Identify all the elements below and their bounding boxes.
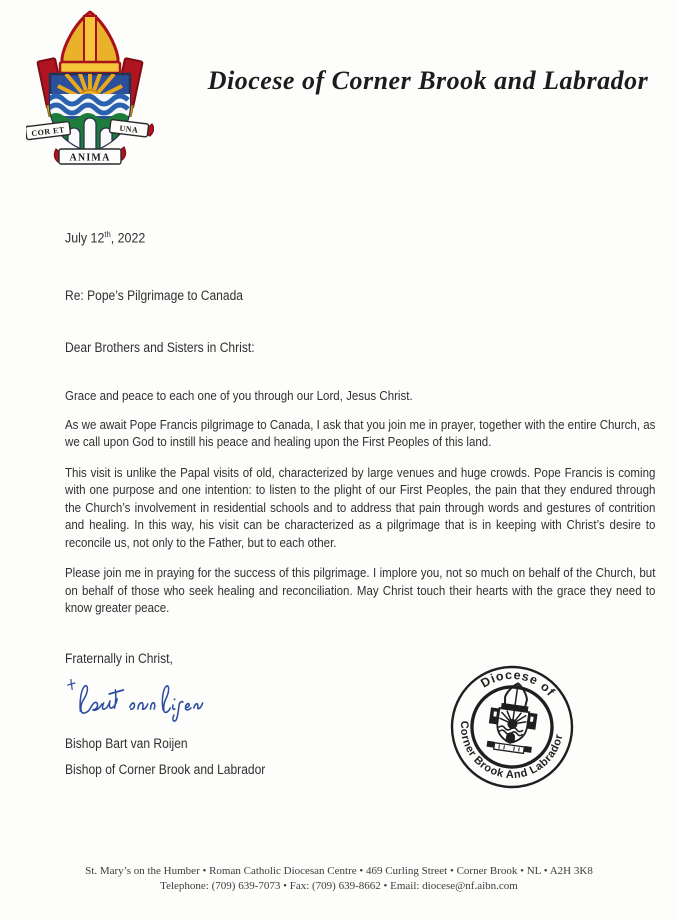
signature-handwriting (61, 669, 223, 725)
paragraph: As we await Pope Francis pilgrimage to Canada, I ask that you join me in prayer, together with the entire Church, as we call upon God to instill his peace and healing upon the First Peoples of this land. (65, 416, 656, 450)
date-line (65, 226, 655, 247)
diocese-seal-stamp (437, 651, 587, 803)
date-suffix: , 2022 (110, 230, 146, 246)
footer-address-line: St. Mary’s on the Humber • Roman Catholic Diocesan Centre • 469 Curling Street • Corner Brook • NL • A2H 3K8 (85, 865, 593, 877)
signer-title: Bishop of Corner Brook and Labrador (65, 761, 266, 777)
diocese-crest-logo (26, 8, 154, 168)
closing-line: Fraternally in Christ, (65, 650, 173, 666)
signer-name: Bishop Bart van Roijen (65, 736, 188, 752)
footer-contact-line: Telephone: (709) 639-7073 • Fax: (709) 639-8662 • Email: diocese@nf.aibn.com (160, 879, 518, 892)
svg-text:COR ET: COR ET (30, 125, 66, 139)
seal-arc-bottom-text: Corner Brook And Labrador (457, 720, 566, 782)
salutation: Dear Brothers and Sisters in Christ: (65, 339, 255, 355)
svg-text:ANIMA: ANIMA (69, 152, 111, 164)
letterhead-title: Diocese of Corner Brook and Labrador (207, 66, 649, 95)
paragraph: Grace and peace to each one of you through our Lord, Jesus Christ. (65, 388, 413, 404)
letterhead-footer (0, 864, 678, 893)
crest-shield (48, 64, 130, 154)
svg-text:UNA: UNA (119, 123, 139, 135)
seal-arc-top-text: Diocese of (478, 667, 559, 700)
subject-line: Re: Pope’s Pilgrimage to Canada (65, 288, 243, 304)
motto-scroll-bottom (59, 149, 121, 164)
date-ordinal: th (104, 229, 111, 239)
crest-mitre (60, 12, 120, 73)
date-prefix: July 12 (65, 230, 105, 246)
paragraph: This visit is unlike the Papal visits of old, characterized by large venues and huge crowds. Pope Francis is coming with one purpose and one intention: to listen to the plight of our First Peoples, the pain that they endured through the Church’s involvement in residential schools and to address that pain through words and gestures of contrition and healing. In this way, his visit can be characterized as a pilgrimage that is in keeping with Christ’s desire to reconcile us, not only to the Father, but to each other. (65, 464, 656, 550)
paragraph: Please join me in praying for the success of this pilgrimage. I implore you, not so much on behalf of the Church, but on behalf of those who seek healing and reconciliation. May Christ touch their hearts with the grace they need to know greater peace. (65, 565, 656, 616)
